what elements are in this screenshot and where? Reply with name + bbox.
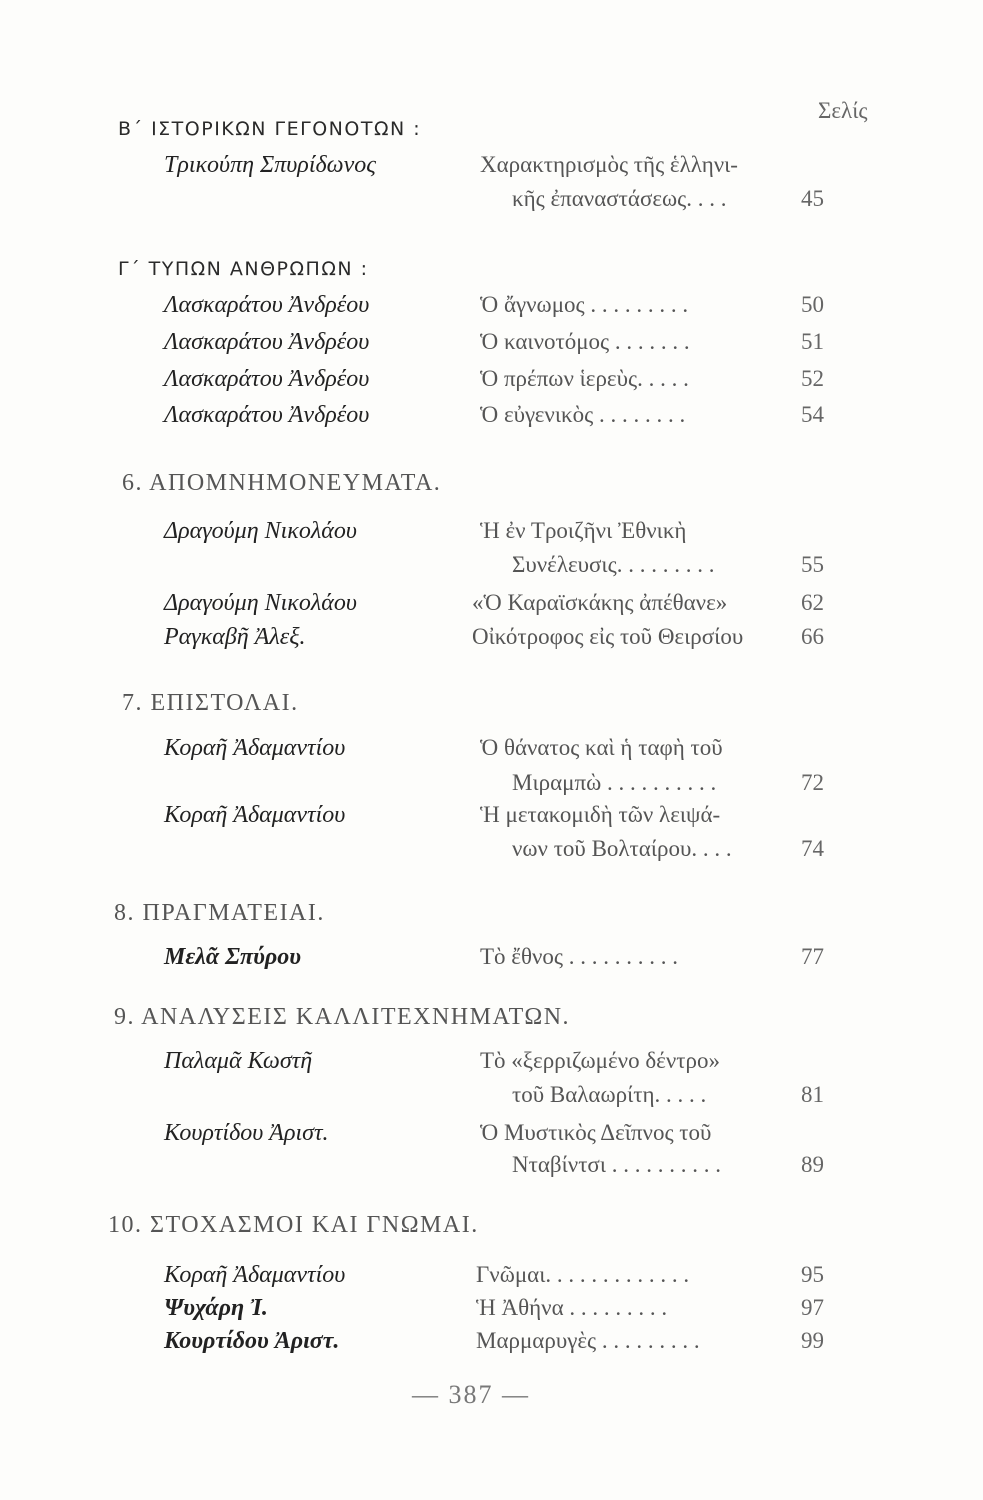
entry-title: Ἡ μετακομιδὴ τῶν λειψά- — [480, 802, 721, 827]
entry-title: Οἰκότροφος εἰς τοῦ Θειρσίου — [472, 624, 744, 649]
entry-author: Δραγούμη Νικολάου — [164, 518, 357, 544]
entry-page: 77 — [801, 944, 824, 969]
entry-title-cont: Νταβίντσι . . . . . . . . . . — [512, 1152, 722, 1177]
entry-author: Λασκαράτου Ἀνδρέου — [164, 402, 370, 428]
entry-page: 99 — [801, 1328, 824, 1353]
entry-author: Κουρτίδου Ἀριστ. — [164, 1120, 329, 1146]
entry-title: «Ὁ Καραϊσκάκης ἀπέθανε» — [472, 590, 728, 615]
entry-author: Κουρτίδου Ἀριστ. — [164, 1328, 340, 1354]
entry-title: Ὁ καινοτόμος . . . . . . . — [480, 329, 690, 354]
page-label: Σελίς — [818, 98, 868, 123]
entry-page: 95 — [801, 1262, 824, 1287]
entry-title: Ἡ ἐν Τροιζῆνι Ἐθνικὴ — [480, 518, 687, 543]
entry-title-cont: Συνέλευσις. . . . . . . . . — [512, 552, 715, 577]
entry-page: 74 — [801, 836, 824, 861]
entry-title: Γνῶμαι. . . . . . . . . . . . . — [476, 1262, 690, 1287]
section-heading: 10. ΣΤΟΧΑΣΜΟΙ ΚΑΙ ΓΝΩΜΑΙ. — [108, 1212, 479, 1238]
entry-title-cont: Μιραμπὼ . . . . . . . . . . — [512, 770, 717, 795]
entry-author: Κοραῆ Ἀδαμαντίου — [164, 802, 346, 828]
entry-page: 89 — [801, 1152, 824, 1177]
entry-page: 50 — [801, 292, 824, 317]
entry-title: Χαρακτηρισμὸς τῆς ἑλληνι- — [480, 152, 738, 177]
section-heading: 9. ΑΝΑΛΥΣΕΙΣ ΚΑΛΛΙΤΕΧΝΗΜΑΤΩΝ. — [114, 1004, 571, 1030]
section-heading: 8. ΠΡΑΓΜΑΤΕΙΑΙ. — [114, 900, 325, 926]
entry-page: 66 — [801, 624, 824, 649]
entry-title: Ἡ Ἀθήνα . . . . . . . . . — [476, 1295, 668, 1320]
entry-title: Ὁ Μυστικὸς Δεῖπνος τοῦ — [480, 1120, 712, 1145]
section-heading: 7. ΕΠΙΣΤΟΛΑΙ. — [122, 690, 299, 716]
entry-title: Τὸ ἔθνος . . . . . . . . . . — [480, 944, 678, 969]
entry-page: 55 — [801, 552, 824, 577]
entry-page: 52 — [801, 366, 824, 391]
entry-author: Δραγούμη Νικολάου — [164, 590, 357, 616]
entry-title: Ὁ θάνατος καὶ ἡ ταφὴ τοῦ — [480, 735, 723, 760]
section-heading: Γ΄ ΤΥΠΩΝ ΑΝΘΡΩΠΩΝ : — [118, 258, 369, 280]
entry-page: 54 — [801, 402, 824, 427]
section-heading: Β΄ ΙΣΤΟΡΙΚΩΝ ΓΕΓΟΝΟΤΩΝ : — [118, 118, 422, 140]
entry-title: Ὁ πρέπων ἱερεὺς. . . . . — [480, 366, 689, 391]
entry-page: 97 — [801, 1295, 824, 1320]
entry-page: 45 — [801, 186, 824, 211]
section-heading: 6. ΑΠΟΜΝΗΜΟΝΕΥΜΑΤΑ. — [122, 470, 442, 496]
entry-author: Λασκαράτου Ἀνδρέου — [164, 329, 370, 355]
entry-author: Ψυχάρη Ἰ. — [164, 1295, 268, 1321]
entry-title-cont: νων τοῦ Βολταίρου. . . . — [512, 836, 732, 861]
entry-title: Τὸ «ξερριζωμένο δέντρο» — [480, 1048, 720, 1073]
entry-author: Ραγκαβῆ Ἀλεξ. — [164, 624, 306, 650]
entry-title: Ὁ εὐγενικὸς . . . . . . . . — [480, 402, 686, 427]
entry-page: 51 — [801, 329, 824, 354]
entry-author: Παλαμᾶ Κωστῆ — [164, 1048, 313, 1074]
entry-page: 62 — [801, 590, 824, 615]
entry-author: Κοραῆ Ἀδαμαντίου — [164, 1262, 346, 1288]
entry-title: Μαρμαρυγὲς . . . . . . . . . — [476, 1328, 700, 1353]
entry-title-cont: τοῦ Βαλαωρίτη. . . . . — [512, 1082, 707, 1107]
entry-page: 72 — [801, 770, 824, 795]
entry-author: Κοραῆ Ἀδαμαντίου — [164, 735, 346, 761]
page-number: — 387 — — [412, 1380, 530, 1409]
entry-page: 81 — [801, 1082, 824, 1107]
entry-title: Ὁ ἄγνωμος . . . . . . . . . — [480, 292, 689, 317]
entry-title-cont: κῆς ἐπαναστάσεως. . . . — [512, 186, 727, 211]
entry-author: Λασκαράτου Ἀνδρέου — [164, 292, 370, 318]
entry-author: Λασκαράτου Ἀνδρέου — [164, 366, 370, 392]
entry-author: Μελᾶ Σπύρου — [164, 944, 301, 970]
entry-author: Τρικούπη Σπυρίδωνος — [164, 152, 376, 178]
